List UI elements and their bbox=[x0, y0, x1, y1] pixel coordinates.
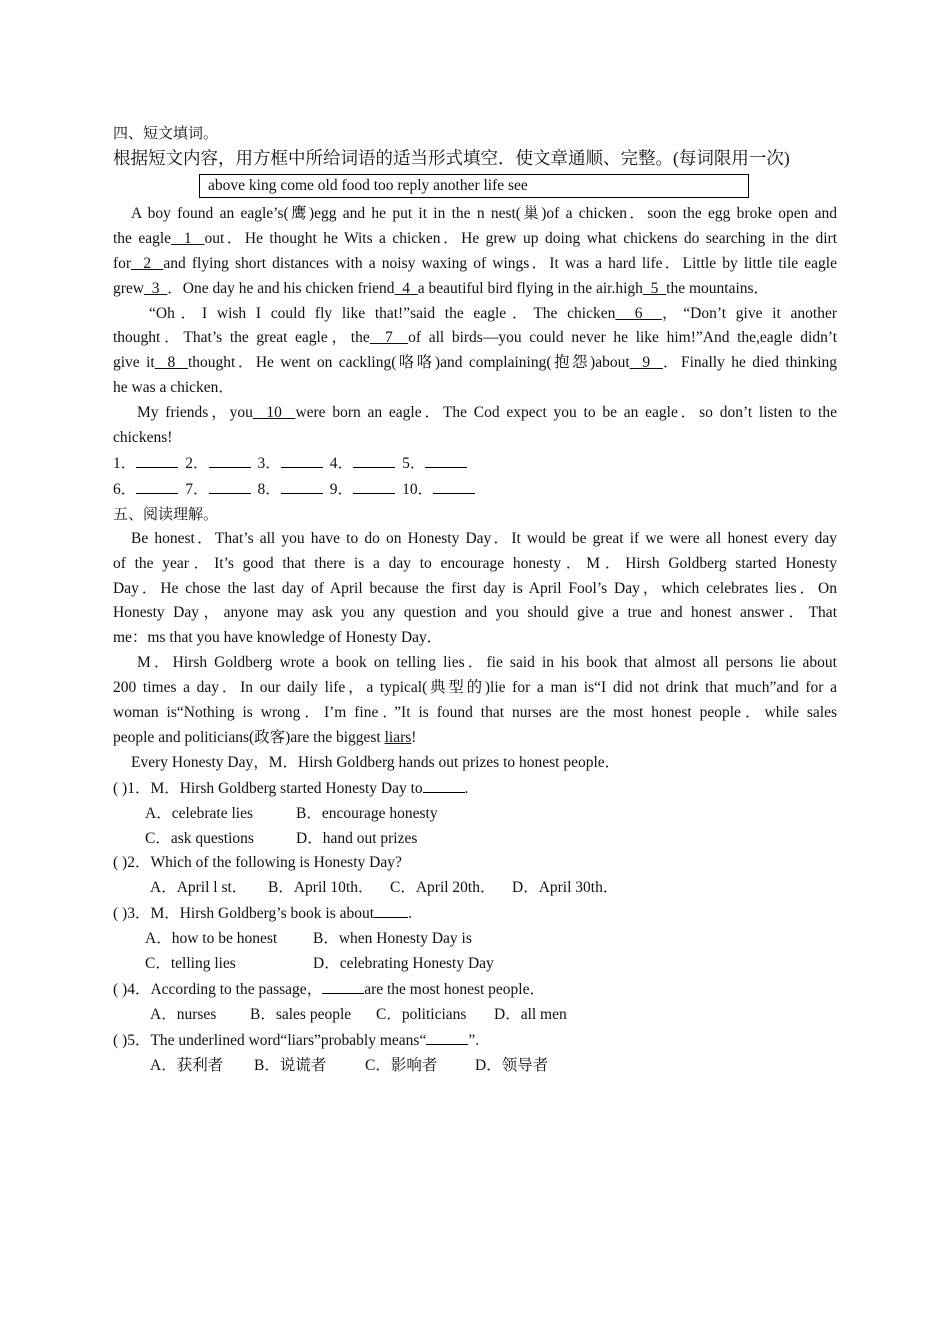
cloze-text: chickens! bbox=[113, 429, 173, 447]
cloze-text: ．One day he and his chicken friend bbox=[167, 279, 395, 297]
blank-number[interactable]: 4 bbox=[394, 279, 418, 297]
option[interactable]: B．说谎者 bbox=[254, 1056, 327, 1074]
question-blank[interactable] bbox=[374, 901, 408, 918]
cloze-text: out．He thought he Wits a chicken．He grew up doing what chickens do searching in the dirt bbox=[204, 229, 837, 247]
answer-blank[interactable] bbox=[209, 451, 251, 468]
option-row bbox=[113, 827, 837, 852]
answer-blank[interactable] bbox=[209, 477, 251, 494]
cloze-line bbox=[113, 202, 837, 227]
answer-blank[interactable] bbox=[281, 477, 323, 494]
answer-label: 6． bbox=[113, 480, 137, 498]
option[interactable]: A．celebrate lies bbox=[145, 804, 254, 822]
reading-text: ! bbox=[411, 728, 417, 746]
option-row bbox=[113, 952, 837, 977]
option[interactable]: D．领导者 bbox=[475, 1056, 549, 1074]
option[interactable]: A．April l st． bbox=[150, 879, 248, 897]
cloze-line bbox=[113, 277, 837, 302]
question-stem bbox=[113, 776, 837, 802]
option[interactable]: C．politicians bbox=[376, 1005, 467, 1023]
cloze-text: he was a chicken． bbox=[113, 379, 234, 397]
option-row bbox=[113, 876, 837, 901]
blank-number[interactable]: 3 bbox=[144, 279, 168, 297]
question-stem bbox=[113, 851, 837, 876]
reading-text: Be honest．That’s all you have to do on Honesty Day．It would be great if we were all honest every day bbox=[131, 529, 837, 547]
reading-text: M．Hirsh Goldberg wrote a book on telling lies．fie said in his book that almost all persons lie about bbox=[137, 654, 837, 672]
reading-line bbox=[113, 701, 837, 726]
cloze-line bbox=[113, 401, 837, 426]
reading-passage bbox=[113, 527, 837, 776]
answer-row-2 bbox=[113, 477, 837, 503]
cloze-text: ．Finally he died thinking bbox=[662, 354, 837, 372]
cloze-text: ，“Don’t give it another bbox=[661, 304, 837, 322]
blank-number[interactable]: 2 bbox=[131, 254, 164, 272]
word-box: above king come old food too reply another life see bbox=[199, 174, 749, 198]
question-list bbox=[113, 776, 837, 1079]
option[interactable]: A．nurses bbox=[150, 1005, 217, 1023]
option[interactable]: A．how to be honest bbox=[145, 930, 278, 948]
answer-blank[interactable] bbox=[425, 451, 467, 468]
cloze-line bbox=[113, 227, 837, 252]
blank-number[interactable]: 1 bbox=[171, 229, 205, 247]
question-blank[interactable] bbox=[322, 977, 364, 994]
option[interactable]: D．all men bbox=[494, 1005, 567, 1023]
section4-title: 四、短文填词。 bbox=[113, 126, 219, 142]
section5-title: 五、阅读理解。 bbox=[113, 506, 219, 523]
option[interactable]: D．April 30th． bbox=[512, 879, 619, 897]
answer-blank[interactable] bbox=[136, 477, 178, 494]
answer-blank[interactable] bbox=[281, 451, 323, 468]
cloze-text: grew bbox=[113, 279, 144, 297]
question-text: ( )3．M．Hirsh Goldberg’s book is about bbox=[113, 905, 375, 923]
answer-blank[interactable] bbox=[353, 477, 395, 494]
question-text: ( )2．Which of the following is Honesty Day? bbox=[113, 854, 402, 872]
option-row bbox=[113, 1054, 837, 1079]
cloze-text: and flying short distances with a noisy waxing of wings．It was a hard life．Little by little tile eagle bbox=[163, 254, 837, 272]
reading-text: me：ms that you have knowledge of Honesty Day． bbox=[113, 629, 443, 647]
option[interactable]: C．telling lies bbox=[145, 955, 236, 973]
cloze-text: for bbox=[113, 254, 132, 272]
worksheet-page bbox=[113, 122, 837, 1079]
question-blank[interactable] bbox=[423, 776, 465, 793]
answer-label: 8． bbox=[257, 480, 281, 498]
option[interactable]: B．when Honesty Day is bbox=[313, 930, 472, 948]
option[interactable]: D．hand out prizes bbox=[296, 829, 418, 847]
answer-blank[interactable] bbox=[433, 477, 475, 494]
cloze-text: the mountains． bbox=[666, 279, 770, 297]
cloze-text: were born an eagle．The Cod expect you to be an eagle．so don’t listen to the bbox=[295, 404, 837, 422]
option[interactable]: B．April 10th． bbox=[268, 879, 374, 897]
cloze-text: of all birds—you could never he like him!”And the,eagle didn’t bbox=[408, 329, 837, 347]
reading-line bbox=[113, 676, 837, 701]
question-blank[interactable] bbox=[426, 1028, 468, 1045]
reading-text: woman is“Nothing is wrong．I’m fine．”It is found that nurses are the most honest people．while sales bbox=[113, 704, 837, 722]
blank-number[interactable]: 6 bbox=[615, 304, 662, 322]
blank-number[interactable]: 8 bbox=[154, 354, 188, 372]
reading-line bbox=[113, 552, 837, 577]
reading-line bbox=[113, 577, 837, 602]
blank-number[interactable]: 7 bbox=[369, 329, 409, 347]
cloze-text: thought．He went on cackling(咯咯)and complaining(抱怨)about bbox=[187, 354, 630, 372]
option[interactable]: C．ask questions bbox=[145, 829, 254, 847]
reading-text: Every Honesty Day，M．Hirsh Goldberg hands out prizes to honest people． bbox=[131, 753, 621, 771]
blank-number[interactable]: 5 bbox=[642, 279, 667, 297]
cloze-text: the eagle bbox=[113, 229, 172, 247]
answer-label: 3． bbox=[257, 454, 281, 472]
cloze-text: “Oh．I wish I could fly like that!”said the eagle．The chicken bbox=[149, 304, 616, 322]
option-row bbox=[113, 802, 837, 827]
cloze-text: My friends，you bbox=[137, 404, 253, 422]
option[interactable]: A．获利者 bbox=[150, 1056, 224, 1074]
reading-line bbox=[113, 651, 837, 676]
question-tail: are the most honest people． bbox=[364, 980, 545, 998]
option[interactable]: B．encourage honesty bbox=[296, 804, 438, 822]
reading-text: Honesty Day，anyone may ask you any question and you should give a true and honest answer．That bbox=[113, 604, 837, 622]
section4-instruction: 根据短文内容，用方框中所给词语的适当形式填空．使文章通顺、完整。(每词限用一次) bbox=[113, 148, 790, 168]
cloze-text: a beautiful bird flying in the air.high bbox=[417, 279, 643, 297]
option-row bbox=[113, 1003, 837, 1028]
answer-blank[interactable] bbox=[353, 451, 395, 468]
cloze-line bbox=[113, 302, 837, 327]
answer-label: 7． bbox=[185, 480, 209, 498]
reading-line bbox=[113, 601, 837, 626]
reading-text: Day．He chose the last day of April because the first day is April Fool’s Day，which celebrates lies．On bbox=[113, 579, 837, 597]
option[interactable]: C．April 20th． bbox=[390, 879, 496, 897]
cloze-passage bbox=[113, 202, 837, 451]
cloze-line bbox=[113, 426, 837, 451]
option[interactable]: B．sales people bbox=[250, 1005, 352, 1023]
reading-text: people and politicians(政客)are the biggest bbox=[113, 728, 385, 746]
reading-line bbox=[113, 626, 837, 651]
question-tail: ”. bbox=[468, 1031, 480, 1049]
underlined-word: liars bbox=[384, 728, 412, 746]
cloze-text: A boy found an eagle’s(鹰)egg and he put it in the n nest(巢)of a chicken．soon the egg broke open and bbox=[131, 205, 837, 222]
reading-line bbox=[113, 527, 837, 552]
reading-text: 200 times a day．In our daily life，a typical(典型的)lie for a man is“I did not drink that much”and for a bbox=[113, 679, 837, 697]
answer-row-1 bbox=[113, 451, 837, 477]
answer-blank[interactable] bbox=[136, 451, 178, 468]
cloze-line bbox=[113, 351, 837, 376]
answer-label: 4． bbox=[329, 454, 354, 472]
answer-label: 2． bbox=[185, 454, 209, 472]
cloze-line bbox=[113, 376, 837, 401]
answer-label: 9． bbox=[329, 480, 354, 498]
question-stem bbox=[113, 901, 837, 927]
question-text: ( )1．M．Hirsh Goldberg started Honesty Day to bbox=[113, 779, 423, 797]
question-tail: . bbox=[464, 779, 469, 797]
question-stem bbox=[113, 977, 837, 1003]
option[interactable]: D．celebrating Honesty Day bbox=[313, 955, 494, 973]
reading-line bbox=[113, 726, 837, 751]
answer-label: 5． bbox=[402, 454, 426, 472]
cloze-text: thought．That’s the great eagle，the bbox=[113, 329, 370, 347]
blank-number[interactable]: 9 bbox=[629, 354, 663, 372]
question-text: ( )5．The underlined word“liars”probably means“ bbox=[113, 1031, 427, 1049]
reading-text: of the year．It’s good that there is a day to encourage honesty．M．Hirsh Goldberg started Honesty bbox=[113, 554, 837, 572]
answer-label: 10． bbox=[402, 480, 434, 498]
blank-number[interactable]: 10 bbox=[252, 404, 296, 422]
cloze-line bbox=[113, 326, 837, 351]
question-tail: . bbox=[408, 905, 412, 923]
cloze-text: give it bbox=[113, 354, 155, 372]
question-text: ( )4．According to the passage， bbox=[113, 980, 323, 998]
question-stem bbox=[113, 1028, 837, 1054]
answer-label: 1． bbox=[113, 454, 137, 472]
cloze-line bbox=[113, 252, 837, 277]
option-row bbox=[113, 927, 837, 952]
reading-line bbox=[113, 751, 837, 776]
option[interactable]: C．影响者 bbox=[365, 1056, 438, 1074]
